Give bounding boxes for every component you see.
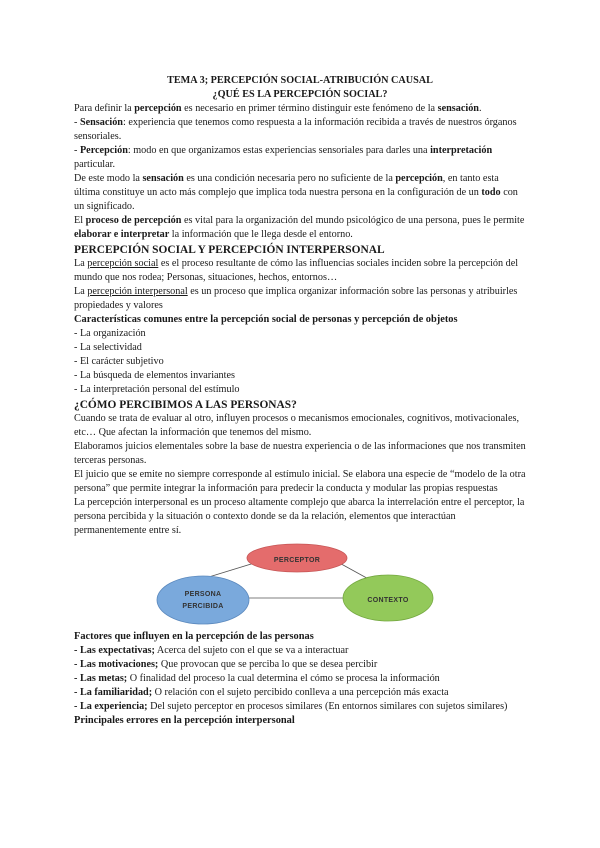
subheading-errores: Principales errores en la percepción interpersonal: [74, 715, 295, 726]
paragraph-3: De este modo la sensación es una condición necesaria pero no suficiente de la percepción, en tanto esta última constituye un acto más complejo que implica toda nuestra persona en la configuración de un todo con un significado.: [74, 173, 518, 212]
paragraph-percepcion: - Percepción: modo en que organizamos estas experiencias sensoriales para darles una interpretación particular.: [74, 145, 493, 170]
paragraph-10: La percepción interpersonal es un proceso altamente complejo que abarca la interrelación entre el perceptor, la persona percibida y la situación o contexto donde se da la relación, elementos que interactúan permanentemente entre sí.: [74, 497, 525, 536]
paragraph-6: La percepción interpersonal es un proceso que implica organizar información sobre las personas y atribuirles propiedades y valores: [74, 286, 518, 311]
list-item: - La organización: [74, 328, 146, 339]
paragraph-9: El juicio que se emite no siempre corresponde al estímulo inicial. Se elabora una especie de “modelo de la otra persona” que permite integrar la información para predecir la conducta y modular las propias respuestas: [74, 469, 526, 494]
paragraph-4: El proceso de percepción es vital para la organización del mundo psicológico de una persona, pues le permite elaborar e interpretar la información que le llega desde el entorno.: [74, 215, 525, 240]
section-heading-3: ¿CÓMO PERCIBIMOS A LAS PERSONAS?: [74, 399, 297, 411]
list-item: - Las metas; O finalidad del proceso la cual determina el cómo se procesa la información: [74, 673, 440, 684]
list-item: - La selectividad: [74, 342, 142, 353]
perception-diagram: [74, 542, 526, 628]
paragraph-5: La percepción social es el proceso resultante de cómo las influencias sociales inciden sobre la percepción del mundo que nos rodea; Personas, situaciones, hechos, entornos…: [74, 258, 519, 283]
paragraph-sensacion: - Sensación: experiencia que tenemos como respuesta a la información recibida a través de nuestros órganos sensoriales.: [74, 117, 517, 142]
list-item: - El carácter subjetivo: [74, 356, 164, 367]
list-item: - Las expectativas; Acerca del sujeto con el que se va a interactuar: [74, 645, 349, 656]
subheading-caracteristicas: Características comunes entre la percepción social de personas y percepción de objetos: [74, 314, 458, 325]
contexto-label: CONTEXTO: [367, 597, 409, 604]
section-title-1: ¿QUÉ ES LA PERCEPCIÓN SOCIAL?: [212, 89, 388, 100]
paragraph-1: Para definir la percepción es necesario en primer término distinguir este fenómeno de la sensación.: [74, 103, 482, 114]
list-item: - La familiaridad; O relación con el sujeto percibido conlleva a una percepción más exacta: [74, 687, 449, 698]
doc-title: TEMA 3; PERCEPCIÓN SOCIAL-ATRIBUCIÓN CAUSAL: [167, 75, 433, 86]
section-heading-2: PERCEPCIÓN SOCIAL Y PERCEPCIÓN INTERPERSONAL: [74, 244, 385, 256]
paragraph-7: Cuando se trata de evaluar al otro, influyen procesos o mecanismos emocionales, cognitivos, motivacionales, etc… Que afectan la información que tenemos del mismo.: [74, 413, 520, 438]
list-item: - La interpretación personal del estímulo: [74, 384, 240, 395]
list-item: - La experiencia; Del sujeto perceptor en procesos similares (En entornos similares con sujetos similares): [74, 701, 508, 712]
document-page: [74, 74, 526, 728]
perceptor-label: PERCEPTOR: [273, 557, 321, 564]
subheading-factores: Factores que influyen en la percepción de las personas: [74, 631, 314, 642]
list-item: - La búsqueda de elementos invariantes: [74, 370, 235, 381]
persona-label-line1: PERSONA: [184, 591, 222, 598]
persona-label-line2: PERCIBIDA: [182, 603, 224, 610]
paragraph-8: Elaboramos juicios elementales sobre la base de nuestra experiencia o de las informaciones que nos transmiten terceras personas.: [74, 441, 526, 466]
list-item: - Las motivaciones; Que provocan que se perciba lo que se desea percibir: [74, 659, 378, 670]
